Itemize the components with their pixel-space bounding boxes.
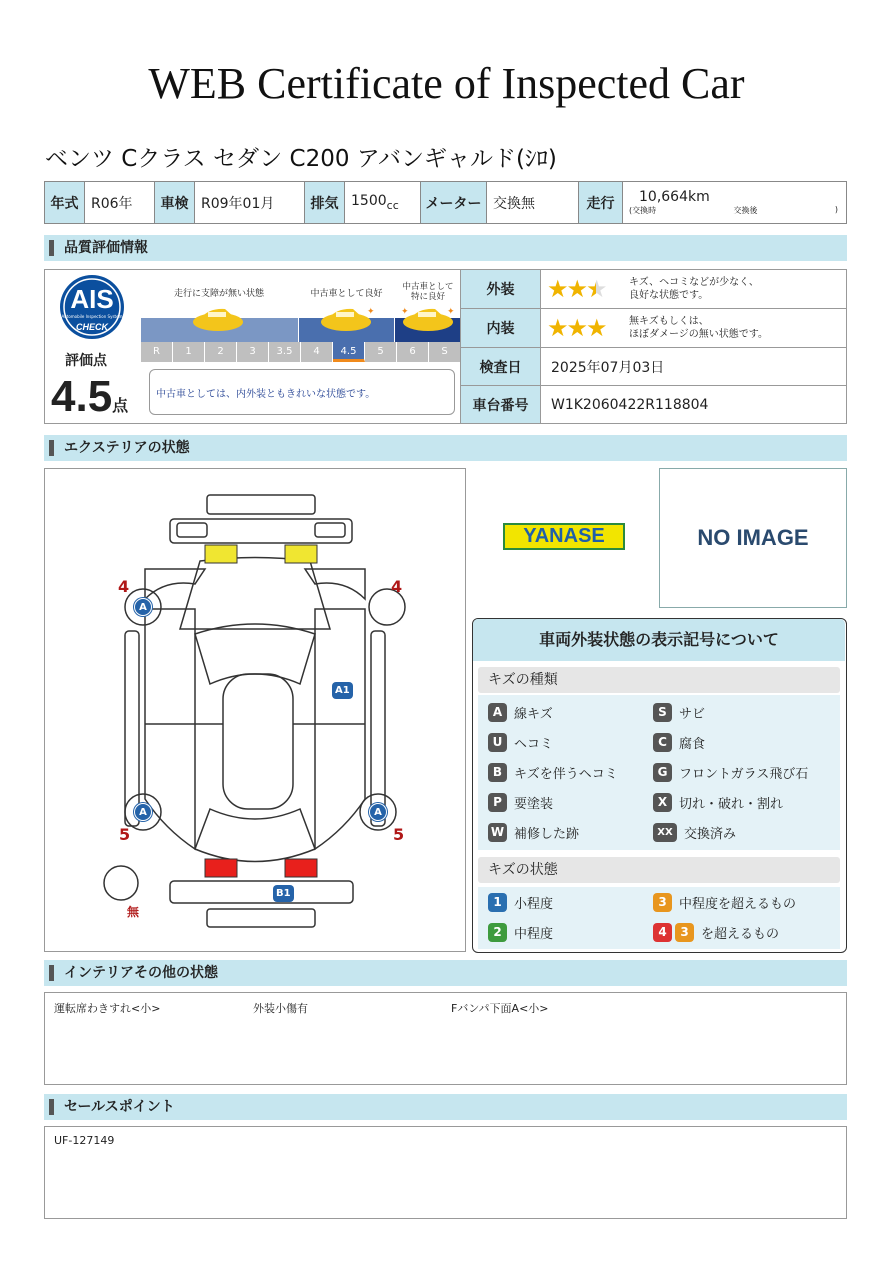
damage-kind-item [653,733,705,752]
grade-step: S [429,342,461,362]
sales-notes [44,1126,847,1219]
category-1-label: 走行に支障が無い状態 [173,289,264,299]
ais-logo-sub: Automobile Inspection System [61,314,123,319]
category-3 [395,270,461,342]
damage-code-badge: C [653,733,672,752]
score-unit: 点 [112,398,129,415]
grade-step: 4.5 [333,342,365,362]
ais-logo [55,274,129,344]
grade-step: 3 [237,342,269,362]
displacement-unit: cc [386,198,399,212]
category-3-label-a: 中古車として [402,282,454,292]
damage-kind-item [488,823,579,842]
quality-section-title: 品質評価情報 [44,235,847,261]
legend-title: 車両外装状態の表示記号について [473,619,845,661]
damage-code-badge: A [488,703,507,722]
damage-state-label: 中程度 [514,927,554,942]
exterior-section-title: エクステリアの状態 [44,435,847,461]
mileage-note-right: ) [834,205,838,214]
damage-state-item [653,923,779,942]
interior-note-item: 運転席わきすれ<小> [54,1002,161,1015]
date-label: 検査日 [460,347,541,386]
page-title: WEB Certificate of Inspected Car [148,59,745,108]
damage-level-badge: 4 [653,923,672,942]
ais-logo-check: CHECK [75,322,108,332]
tire-fr-tread: 4 [391,577,403,596]
damage-code-badge: S [653,703,672,722]
car-icon [319,306,373,336]
score-value: 4.5 [51,372,113,421]
no-image-placeholder: NO IMAGE [659,468,847,608]
star-icon: ★ [547,314,567,342]
damage-state-label: 中程度を超えるもの [679,897,797,912]
damage-code-badge: G [653,763,672,782]
damage-level-badge: 3 [653,893,672,912]
grade-comment: 中古車としては、内外装ともきれいな状態です。 [149,369,455,415]
state-title: キズの状態 [478,857,840,883]
damage-kind-item [653,793,783,812]
car-diagram-panel [44,468,466,952]
damage-state-label: を超えるもの [701,927,780,942]
mileage-cell [623,182,847,224]
legend-panel [472,618,847,953]
damage-code-badge: W [488,823,507,842]
damage-code-badge: U [488,733,507,752]
mileage-note-mid: 交換後 [733,206,758,215]
interior-note [629,315,768,341]
interior-note-2: ほぼダメージの無い状態です。 [629,329,768,340]
displacement-label: 排気 [305,182,345,224]
meter-value: 交換無 [487,182,579,224]
grade-step: 1 [173,342,205,362]
damage-kind-item [488,793,553,812]
interior-notes [44,992,847,1085]
car-name: ベンツ Cクラス セダン C200 アバンギャルド(ｼﾛ) [45,146,557,172]
car-icon [191,306,245,336]
svg-text:✦: ✦ [401,307,409,317]
damage-kind-item [653,823,736,842]
damage-mark-fl: A [134,598,152,616]
grade-step: 5 [365,342,397,362]
star-icon: ★ [566,314,587,342]
mileage-note [629,205,840,216]
year-value: R06年 [85,182,155,224]
grade-step: R [141,342,173,362]
category-2 [299,270,394,342]
svg-text:✦: ✦ [447,307,455,317]
exterior-note-2: 良好な状態です。 [629,290,709,301]
exterior-stars [547,275,627,303]
grade-step: 3.5 [269,342,301,362]
exterior-note-1: キズ、ヘコミなどが少なく、 [629,277,759,288]
exterior-note [629,276,759,302]
displacement-value: 1500 [351,193,387,210]
category-1 [141,270,298,342]
kind-list [478,695,840,850]
date-value: 2025年07月03日 [540,347,847,386]
damage-kind-item [653,703,705,722]
exterior-rating [540,269,847,309]
inspection-value: R09年01月 [195,182,305,224]
damage-level-badge: 2 [488,923,507,942]
damage-kind-label: キズを伴うヘコミ [514,767,618,782]
damage-state-item [488,893,553,912]
star-icon: ★ [586,314,606,342]
damage-kind-label: フロントガラス飛び石 [679,767,809,782]
damage-state-label: 小程度 [514,897,554,912]
dealer-logo: YANASE [503,523,625,550]
car-icon [401,306,455,336]
damage-mark-rl: A [134,803,152,821]
interior-note-item: 外装小傷有 [253,1002,308,1015]
interior-note-item: Fバンパ下面A<小> [451,1002,549,1015]
damage-kind-item [488,763,618,782]
damage-kind-label: 切れ・破れ・割れ [679,797,784,812]
damage-kind-label: 要塗装 [514,797,554,812]
interior-label: 内装 [460,308,541,348]
damage-code-badge: XX [653,823,677,842]
damage-code-badge: B [488,763,507,782]
sales-section-title: セールスポイント [44,1094,847,1120]
score-label: 評価点 [65,353,107,369]
damage-kind-label: 交換済み [684,827,737,842]
star-icon: ★ [566,275,587,303]
grade-scale [141,342,461,362]
mileage-label: 走行 [579,182,623,224]
vin-label: 車台番号 [460,385,541,424]
tire-rr-tread: 5 [393,825,405,844]
tire-rl-tread: 5 [119,825,131,844]
grade-step: 6 [397,342,429,362]
damage-mark-door: A1 [332,682,353,699]
damage-code-badge: X [653,793,672,812]
category-3-label [395,282,461,302]
damage-level-badge: 1 [488,893,507,912]
quality-panel [44,269,461,424]
damage-code-badge: P [488,793,507,812]
damage-kind-label: 補修した跡 [514,827,580,842]
tire-fl-tread: 4 [118,577,130,596]
year-label: 年式 [45,182,85,224]
svg-text:✦: ✦ [367,307,375,317]
score [51,372,128,422]
mileage-value: 10,664km [639,189,710,205]
car-diagram [45,469,465,951]
sales-text: UF-127149 [54,1134,115,1147]
interior-note-1: 無キズもしくは、 [629,316,709,327]
damage-kind-label: サビ [679,707,706,722]
damage-kind-label: 腐食 [679,737,706,752]
damage-mark-rear: B1 [273,885,294,902]
damage-level-badge: 3 [675,923,694,942]
damage-state-item [488,923,553,942]
damage-kind-item [488,733,553,752]
meter-label: メーター [421,182,487,224]
grade-step: 4 [301,342,333,362]
vin-value: W1K2060422R118804 [540,385,847,424]
interior-stars [547,314,627,342]
kind-title: キズの種類 [478,667,840,693]
mileage-note-left: (交換時 [629,206,657,215]
interior-rating [540,308,847,348]
exterior-label: 外装 [460,269,541,309]
displacement-cell [345,182,421,224]
ais-logo-text: AIS [70,284,114,314]
category-2-label: 中古車として良好 [310,289,383,299]
spare-tire-label: 無 [127,905,140,919]
damage-state-item [653,893,796,912]
interior-section-title: インテリアその他の状態 [44,960,847,986]
half-star-icon: ★ [586,275,606,303]
damage-kind-label: 線キズ [514,707,553,722]
star-icon: ★ [547,275,567,303]
damage-mark-rr: A [369,803,387,821]
spec-table [44,181,847,224]
category-3-label-b: 特に良好 [410,292,445,302]
damage-kind-label: ヘコミ [514,737,554,752]
damage-kind-item [653,763,808,782]
grade-step: 2 [205,342,237,362]
state-list [478,887,840,949]
inspection-label: 車検 [155,182,195,224]
damage-kind-item [488,703,553,722]
